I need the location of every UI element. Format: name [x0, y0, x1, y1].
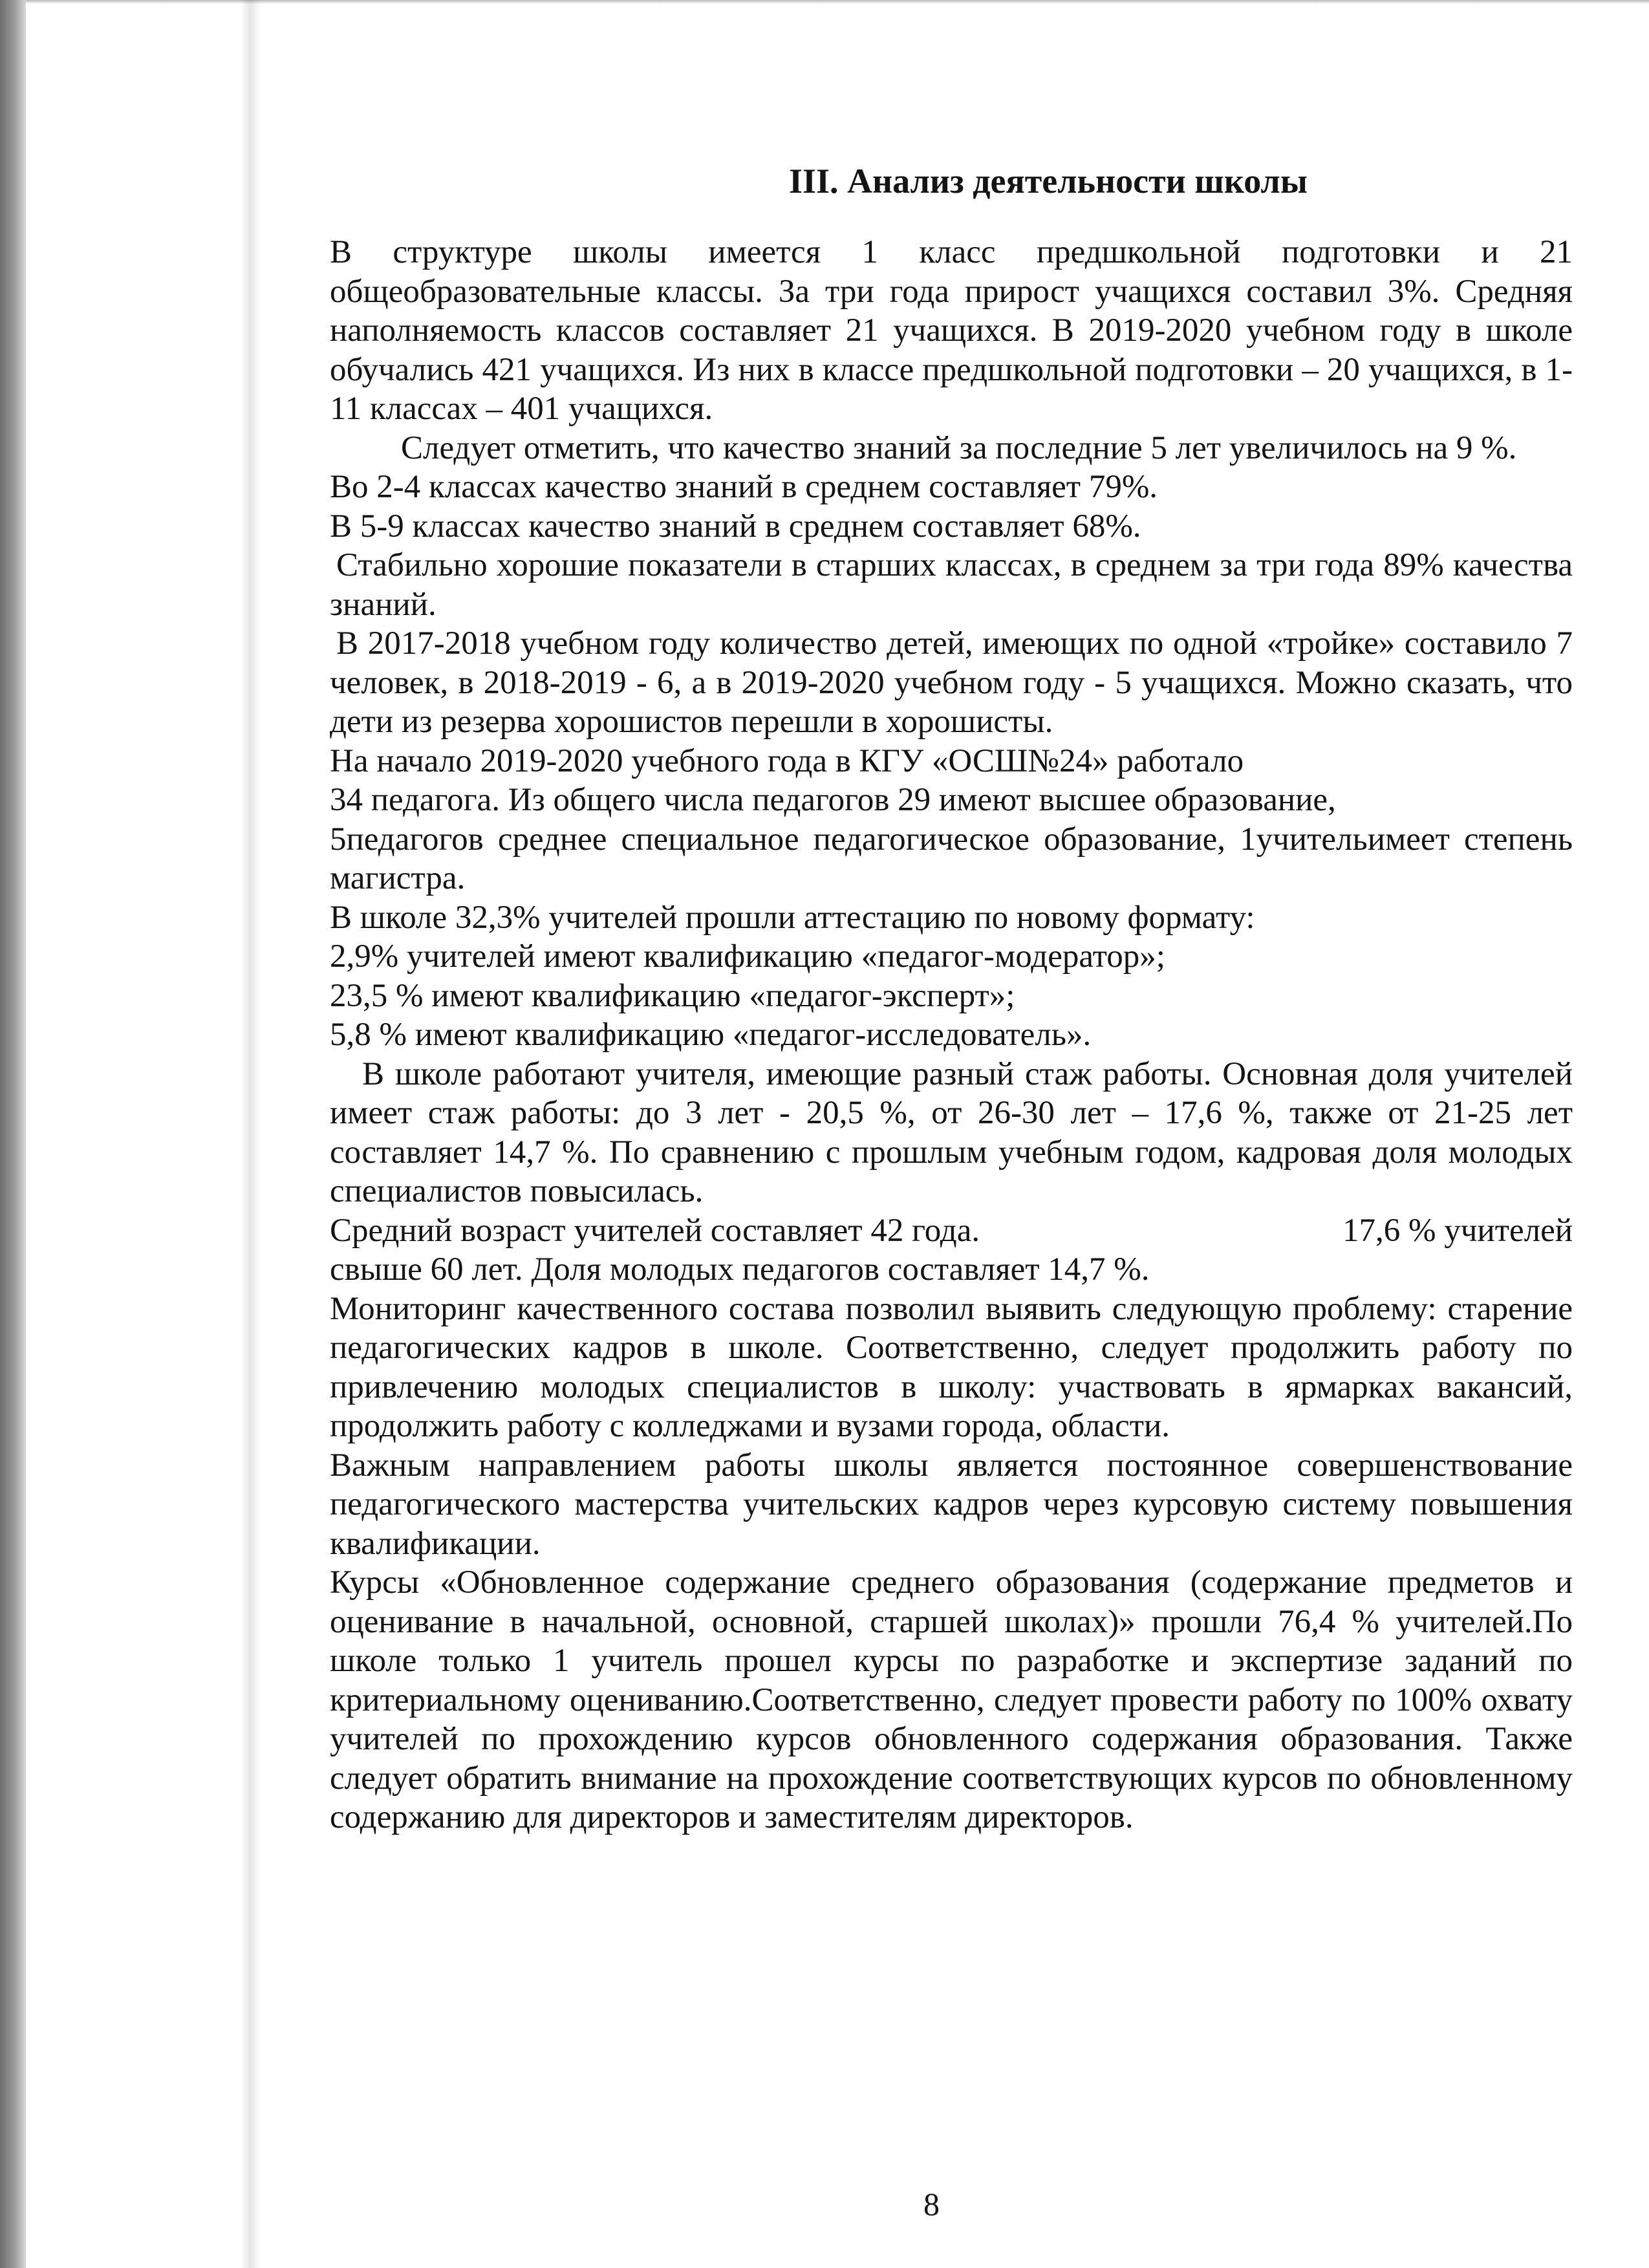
paragraph-grades-5-9: В 5-9 классах качество знаний в среднем составляет 68%.: [330, 508, 1141, 545]
section-title: III. Анализ деятельности школы: [788, 162, 1308, 200]
paragraph-researcher: 5,8 % имеют квалификацию «педагог-исследователь».: [330, 1017, 1092, 1053]
paragraph-staff-start: На начало 2019-2020 учебного года в КГУ «ОСШ№24» работало: [330, 742, 1244, 779]
paragraph-knowledge-quality: Следует отметить, что качество знаний за последние 5 лет увеличилось на 9 %.: [401, 429, 1517, 466]
paragraph-attestation: В школе 32,3% учителей прошли аттестацию по новому формату:: [330, 899, 1255, 936]
paragraph-expert: 23,5 % имеют квалификацию «педагог-эксперт»;: [330, 977, 1015, 1014]
page-fold-shadow: [241, 0, 263, 2268]
paragraph-staff-special-education: 5педагогов среднее специальное педагогическое образование, 1учительимеет степень магистра.: [330, 821, 1573, 896]
paragraph-monitoring: Мониторинг качественного состава позволил выявить следующую проблему: старение педагогических кадров в школе. Соответственно, следует продолжить работу по привлечению молодых специалистов в школу: участвовать в ярмарках вакансий, продолжить работу с колледжами и вузами города, области.: [330, 1290, 1573, 1444]
document-page: [330, 155, 1573, 1837]
average-age-text: Средний возраст учителей составляет 42 года.: [330, 1212, 980, 1249]
paragraph-senior-grades: Стабильно хорошие показатели в старших классах, в среднем за три года 89% качества знаний.: [330, 547, 1573, 623]
paragraph-young-teachers: свыше 60 лет. Доля молодых педагогов составляет 14,7 %.: [330, 1251, 1150, 1288]
paragraph-professional-development: Важным направлением работы школы является постоянное совершенствование педагогического мастерства учительских кадров через курсовую систему повышения квалификации.: [330, 1447, 1573, 1562]
paragraph-moderator: 2,9% учителей имеют квалификацию «педагог-модератор»;: [330, 938, 1165, 975]
paragraph-grades-2-4: Во 2-4 классах качество знаний в среднем составляет 79%.: [330, 469, 1158, 505]
paragraph-work-experience: В школе работают учителя, имеющие разный стаж работы. Основная доля учителей имеет стаж работы: до 3 лет - 20,5 %, от 26-30 лет – 17,6 %, также от 21-25 лет составляет 14,7 %. По сравнению с прошлым учебным годом, кадровая доля молодых специалистов повысилась.: [330, 1055, 1573, 1209]
scan-edge-shadow: [0, 0, 26, 2268]
over-60-share-text: 17,6 % учителей: [1342, 1212, 1573, 1249]
paragraph-school-structure: В структуре школы имеется 1 класс предшкольной подготовки и 21 общеобразовательные классы. За три года прирост учащихся составил 3%. Средняя наполняемость классов составляет 21 учащихся. В 2019-2020 учебном году в школе обучались 421 учащихся. Из них в классе предшкольной подготовки – 20 учащихся, в 1-11 классах – 401 учащихся.: [330, 234, 1573, 427]
scan-top-edge: [26, 0, 1649, 4]
paragraph-courses: Курсы «Обновленное содержание среднего образования (содержание предметов и оценивание в начальной, основной, старшей школах)» прошли 76,4 % учителей.По школе только 1 учитель прошел курсы по разработке и экспертизе заданий по критериальному оцениванию.Соответственно, следует провести работу по 100% охвату учителей по прохождению курсов обновленного содержания образования. Также следует обратить внимание на прохождение соответствующих курсов по обновленному содержанию для директоров и заместителям директоров.: [330, 1564, 1573, 1835]
paragraph-staff-higher-education: 34 педагога. Из общего числа педагогов 29 имеют высшее образование,: [330, 782, 1336, 818]
age-line: [330, 1211, 1573, 1251]
paragraph-troika-count: В 2017-2018 учебном году количество детей, имеющих по одной «тройке» составило 7 человек, в 2018-2019 - 6, а в 2019-2020 учебном году - 5 учащихся. Можно сказать, что дети из резерва хорошистов перешли в хорошисты.: [330, 625, 1573, 740]
page-number: 8: [923, 2186, 940, 2222]
